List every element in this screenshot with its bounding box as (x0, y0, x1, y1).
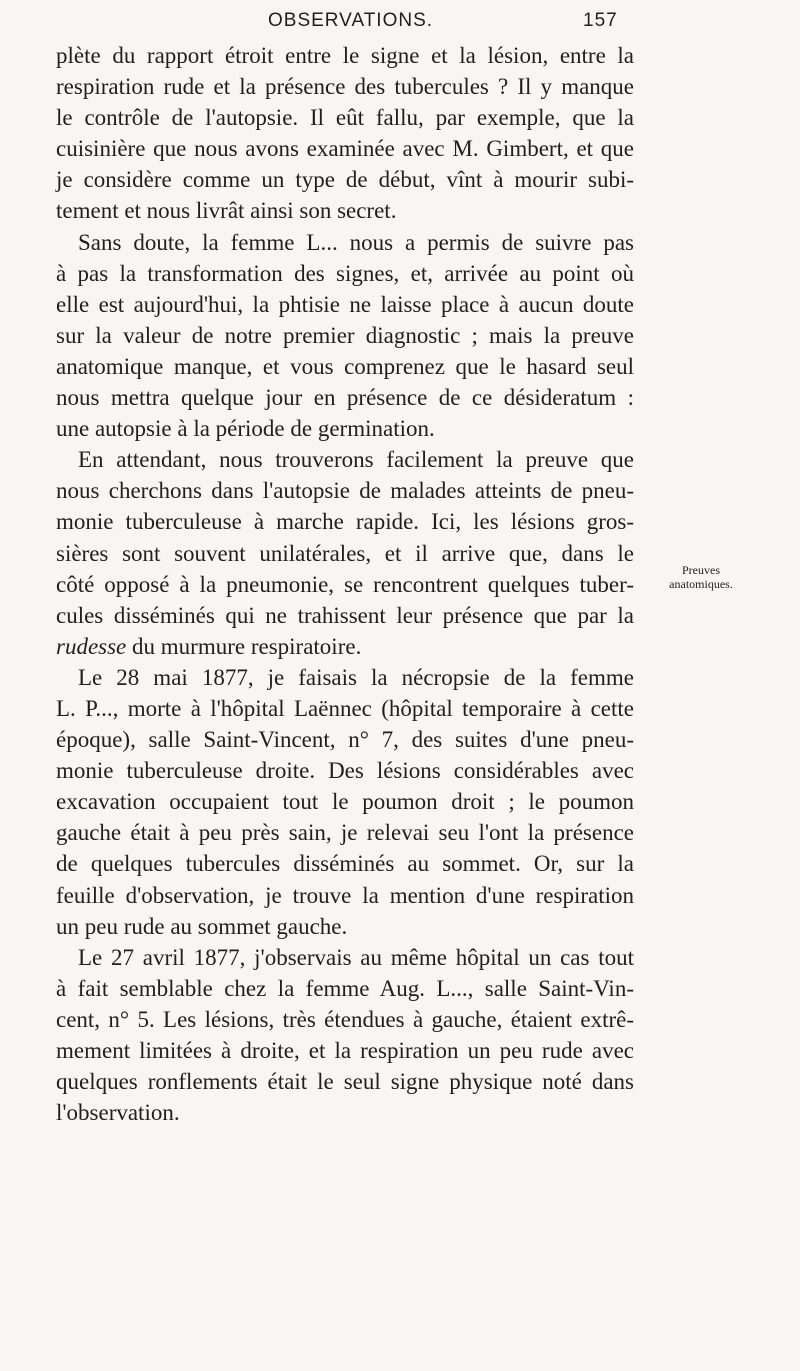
line-text: cuisinière que nous avons examinée avec M. Gimbert, et que (56, 136, 634, 162)
margin-note (646, 563, 756, 591)
line-text: le contrôle de l'autopsie. Il eût fallu, par exemple, que la (56, 105, 634, 131)
line-text: sières sont souvent unilatérales, et il arrive que, dans le (56, 540, 634, 566)
line-text: une autopsie à la période de germination. (56, 416, 435, 442)
margin-note-line: Preuves (682, 563, 720, 577)
text-line (56, 755, 634, 786)
margin-note-line: anatomiques. (669, 577, 733, 591)
text-line (56, 1097, 634, 1128)
line-text: côté opposé à la pneumonie, se rencontrent quelques tuber- (56, 571, 634, 597)
text-line (56, 413, 634, 444)
text-line (56, 631, 634, 662)
line-text: elle est aujourd'hui, la phtisie ne laisse place à aucun doute (56, 291, 634, 317)
text-line (56, 942, 634, 973)
line-text: quelques ronflements était le seul signe physique noté dans (56, 1069, 634, 1095)
text-line (56, 133, 634, 164)
line-text: plète du rapport étroit entre le signe et la lésion, entre la (56, 43, 634, 68)
text-line (56, 848, 634, 879)
running-title: OBSERVATIONS. (268, 10, 434, 31)
text-line (56, 662, 634, 693)
text-line (56, 195, 634, 226)
text-line (56, 538, 634, 569)
text-line (56, 973, 634, 1004)
line-text: monie tuberculeuse à marche rapide. Ici, les lésions gros- (56, 509, 634, 535)
text-line (56, 289, 634, 320)
text-line (56, 351, 634, 382)
line-text: mement limitées à droite, et la respiration un peu rude avec (56, 1038, 634, 1063)
text-line (56, 911, 634, 942)
text-line (56, 320, 634, 351)
line-text: Sans doute, la femme L... nous a permis de suivre pas (78, 229, 634, 255)
line-text: monie tuberculeuse droite. Des lésions considérables avec (56, 758, 634, 784)
line-text: un peu rude au sommet gauche. (56, 913, 348, 939)
line-text: L. P..., morte à l'hôpital Laënnec (hôpital temporaire à cette (56, 695, 634, 721)
running-head (0, 10, 800, 40)
line-text: cules disséminés qui ne trahissent leur présence que par la (56, 602, 634, 628)
text-line (56, 693, 634, 724)
line-text: tement et nous livrât ainsi son secret. (56, 198, 397, 224)
text-line (56, 40, 634, 71)
text-line (56, 1035, 634, 1066)
text-line (56, 102, 634, 133)
text-line (56, 164, 634, 195)
line-text: sur la valeur de notre premier diagnostic ; mais la preuve (56, 322, 634, 348)
text-line (56, 71, 634, 102)
line-text: je considère comme un type de début, vînt à mourir subi- (56, 167, 634, 193)
text-line (56, 444, 634, 475)
text-line (56, 382, 634, 413)
line-text: gauche était à peu près sain, je relevai seu l'ont la présence (56, 820, 634, 846)
text-line (56, 1004, 634, 1035)
text-line (56, 258, 634, 289)
line-text: à pas la transformation des signes, et, arrivée au point où (56, 260, 634, 286)
line-text: respiration rude et la présence des tubercules ? Il y manque (56, 74, 634, 100)
line-text: l'observation. (56, 1100, 180, 1126)
text-line (56, 880, 634, 911)
text-line (56, 600, 634, 631)
line-text: du murmure respiratoire. (126, 633, 362, 659)
line-text: de quelques tubercules disséminés au sommet. Or, sur la (56, 851, 634, 877)
body-text (56, 40, 634, 1128)
text-line (56, 227, 634, 258)
text-line (56, 724, 634, 755)
text-line (56, 817, 634, 848)
line-text: Le 28 mai 1877, je faisais la nécropsie de la femme (78, 664, 634, 690)
line-text: En attendant, nous trouverons facilement la preuve que (78, 447, 634, 473)
line-text: excavation occupaient tout le poumon droit ; le poumon (56, 789, 634, 815)
text-line (56, 569, 634, 600)
line-text: feuille d'observation, je trouve la mention d'une respiration (56, 882, 634, 908)
line-text: anatomique manque, et vous comprenez que le hasard seul (56, 353, 634, 379)
text-line (56, 1066, 634, 1097)
text-line (56, 786, 634, 817)
line-text: époque), salle Saint-Vincent, n° 7, des suites d'une pneu- (56, 727, 634, 753)
line-text: nous cherchons dans l'autopsie de malades atteints de pneu- (56, 478, 634, 504)
line-text: à fait semblable chez la femme Aug. L..., salle Saint-Vin- (56, 975, 634, 1001)
italic-word: rudesse (56, 633, 127, 659)
page-number: 157 (583, 10, 618, 31)
line-text: cent, n° 5. Les lésions, très étendues à gauche, étaient extrê- (56, 1006, 634, 1032)
line-text: nous mettra quelque jour en présence de ce désideratum : (56, 385, 634, 411)
line-text: Le 27 avril 1877, j'observais au même hôpital un cas tout (78, 944, 634, 970)
text-line (56, 475, 634, 506)
text-line (56, 506, 634, 537)
